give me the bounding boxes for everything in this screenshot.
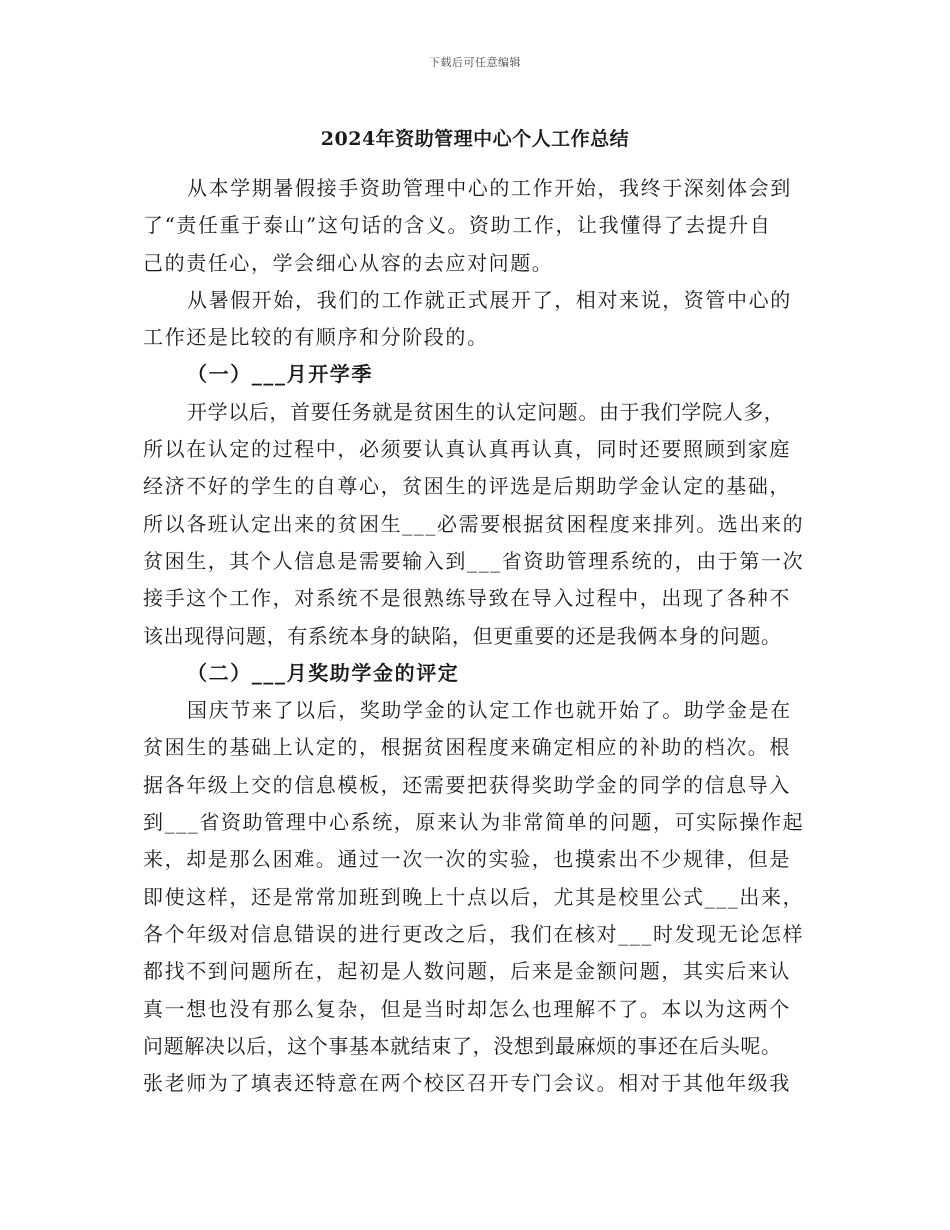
- paragraph-line: 各个年级对信息错误的进行更改之后，我们在核对___时发现无论怎样: [143, 921, 805, 946]
- paragraph-line: 真一想也没有那么复杂，但是当时却怎么也理解不了。本以为这两个: [143, 996, 791, 1021]
- paragraph-line: 了“责任重于泰山”这句话的含义。资助工作，让我懂得了去提升自: [143, 213, 772, 238]
- paragraph-line: 贫困生的基础上认定的，根据贫困程度来确定相应的补助的档次。根: [143, 735, 791, 760]
- paragraph-line: 来，却是那么困难。通过一次一次的实验，也摸索出不少规律，但是: [143, 847, 791, 872]
- document-title: 2024年资助管理中心个人工作总结: [320, 128, 630, 150]
- paragraph-line: 所以在认定的过程中，必须要认真认真再认真，同时还要照顾到家庭: [143, 437, 791, 462]
- section-heading: （一）___月开学季: [187, 362, 373, 387]
- paragraph-line: 所以各班认定出来的贫困生___必需要根据贫困程度来排列。选出来的: [143, 511, 805, 536]
- paragraph-line: 即使这样，还是常常加班到晚上十点以后，尤其是校里公式___出来，: [143, 884, 805, 909]
- paragraph-line: 张老师为了填表还特意在两个校区召开专门会议。相对于其他年级我: [143, 1071, 791, 1096]
- paragraph-line: 开学以后，首要任务就是贫困生的认定问题。由于我们学院人多，: [187, 399, 785, 424]
- paragraph-line: 己的责任心，学会细心从容的去应对问题。: [143, 250, 554, 275]
- paragraph-line: 从本学期暑假接手资助管理中心的工作开始，我终于深刻体会到: [187, 176, 792, 200]
- paragraph-line: 工作还是比较的有顺序和分阶段的。: [143, 325, 489, 350]
- paragraph-line: 该出现得问题，有系统本身的缺陷，但更重要的还是我俩本身的问题。: [143, 623, 782, 648]
- paragraph-line: 问题解决以后，这个事基本就结束了，没想到最麻烦的事还在后头呢。: [143, 1033, 782, 1058]
- paragraph-line: 到___省资助管理中心系统，原来认为非常简单的问题，可实际操作起: [143, 810, 805, 835]
- paragraph-line: 接手这个工作，对系统不是很熟练导致在导入过程中，出现了各种不: [143, 586, 791, 611]
- section-heading: （二）___月奖助学金的评定: [187, 660, 460, 685]
- paragraph-line: 经济不好的学生的自尊心，贫困生的评选是后期助学金认定的基础，: [143, 474, 791, 499]
- paragraph-line: 贫困生，其个人信息是需要输入到___省资助管理系统的，由于第一次: [143, 548, 805, 573]
- paragraph-line: 从暑假开始，我们的工作就正式展开了，相对来说，资管中心的: [187, 287, 792, 312]
- page-header-note: 下载后可任意编辑: [429, 56, 521, 69]
- paragraph-line: 国庆节来了以后，奖助学金的认定工作也就开始了。助学金是在: [187, 698, 792, 723]
- document-body: [143, 170, 825, 1102]
- paragraph-line: 都找不到问题所在，起初是人数问题，后来是金额问题，其实后来认: [143, 959, 791, 984]
- paragraph-line: 据各年级上交的信息模板，还需要把获得奖助学金的同学的信息导入: [143, 772, 791, 797]
